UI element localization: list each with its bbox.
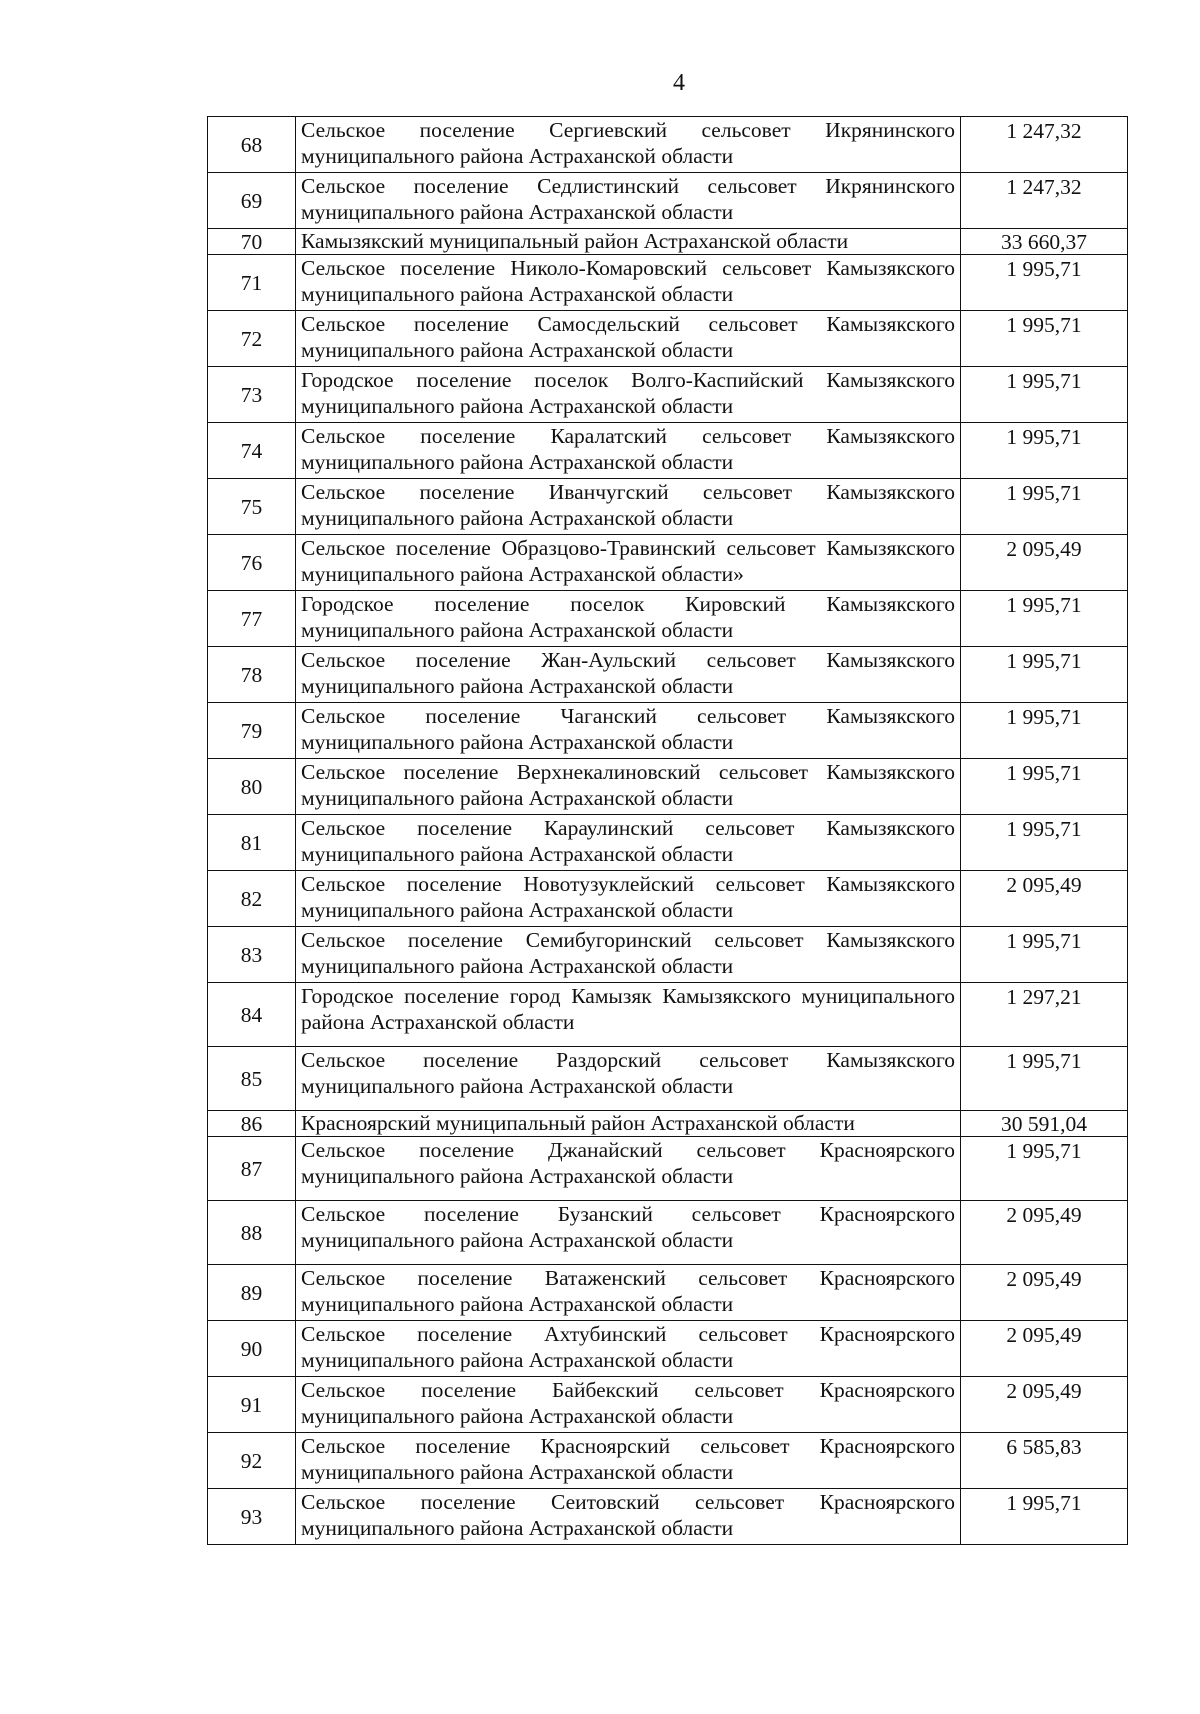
table-row xyxy=(208,255,1128,311)
table-row xyxy=(208,423,1128,479)
amount-value: 1 995,71 xyxy=(961,423,1128,479)
row-number: 77 xyxy=(208,591,296,647)
amount-value: 2 095,49 xyxy=(961,1377,1128,1433)
amount-value: 2 095,49 xyxy=(961,1201,1128,1265)
row-number: 68 xyxy=(208,117,296,173)
municipality-name: Сельское поселение Байбекский сельсовет Красноярского муниципального района Астраханской области xyxy=(296,1377,961,1433)
municipality-name: Сельское поселение Бузанский сельсовет Красноярского муниципального района Астраханской области xyxy=(296,1201,961,1265)
municipality-name: Городское поселение поселок Волго-Каспийский Камызякского муниципального района Астраханской области xyxy=(296,367,961,423)
row-number: 71 xyxy=(208,255,296,311)
row-number: 76 xyxy=(208,535,296,591)
amount-value: 33 660,37 xyxy=(961,229,1128,255)
row-number: 69 xyxy=(208,173,296,229)
amount-value: 2 095,49 xyxy=(961,535,1128,591)
municipality-name: Красноярский муниципальный район Астраханской области xyxy=(296,1111,961,1137)
table-body xyxy=(208,117,1128,1545)
row-number: 82 xyxy=(208,871,296,927)
municipality-name: Сельское поселение Чаганский сельсовет Камызякского муниципального района Астраханской области xyxy=(296,703,961,759)
row-number: 87 xyxy=(208,1137,296,1201)
row-number: 79 xyxy=(208,703,296,759)
row-number: 85 xyxy=(208,1047,296,1111)
row-number: 89 xyxy=(208,1265,296,1321)
table-row xyxy=(208,479,1128,535)
table-row xyxy=(208,311,1128,367)
amount-value: 1 995,71 xyxy=(961,647,1128,703)
table-row xyxy=(208,1433,1128,1489)
amount-value: 1 995,71 xyxy=(961,759,1128,815)
table-row xyxy=(208,367,1128,423)
row-number: 72 xyxy=(208,311,296,367)
municipality-name: Сельское поселение Николо-Комаровский сельсовет Камызякского муниципального района Астраханской области xyxy=(296,255,961,311)
row-number: 75 xyxy=(208,479,296,535)
row-number: 74 xyxy=(208,423,296,479)
amount-value: 1 247,32 xyxy=(961,117,1128,173)
amount-value: 1 297,21 xyxy=(961,983,1128,1047)
row-number: 84 xyxy=(208,983,296,1047)
amount-value: 1 247,32 xyxy=(961,173,1128,229)
row-number: 83 xyxy=(208,927,296,983)
amount-value: 1 995,71 xyxy=(961,703,1128,759)
table-row xyxy=(208,1265,1128,1321)
row-number: 88 xyxy=(208,1201,296,1265)
municipality-name: Сельское поселение Самосдельский сельсовет Камызякского муниципального района Астраханской области xyxy=(296,311,961,367)
row-number: 81 xyxy=(208,815,296,871)
amount-value: 1 995,71 xyxy=(961,255,1128,311)
municipality-name: Сельское поселение Караулинский сельсовет Камызякского муниципального района Астраханской области xyxy=(296,815,961,871)
table-row xyxy=(208,1137,1128,1201)
amount-value: 1 995,71 xyxy=(961,927,1128,983)
row-number: 73 xyxy=(208,367,296,423)
amount-value: 2 095,49 xyxy=(961,1265,1128,1321)
table-row xyxy=(208,229,1128,255)
municipality-name: Сельское поселение Раздорский сельсовет Камызякского муниципального района Астраханской области xyxy=(296,1047,961,1111)
amount-value: 1 995,71 xyxy=(961,367,1128,423)
allocation-table-wrapper xyxy=(207,116,1128,1545)
table-row xyxy=(208,591,1128,647)
municipality-name: Сельское поселение Верхнекалиновский сельсовет Камызякского муниципального района Астраханской области xyxy=(296,759,961,815)
row-number: 91 xyxy=(208,1377,296,1433)
row-number: 92 xyxy=(208,1433,296,1489)
municipality-name: Сельское поселение Каралатский сельсовет Камызякского муниципального района Астраханской области xyxy=(296,423,961,479)
municipality-name: Городское поселение поселок Кировский Камызякского муниципального района Астраханской области xyxy=(296,591,961,647)
municipality-name: Сельское поселение Джанайский сельсовет Красноярского муниципального района Астраханской области xyxy=(296,1137,961,1201)
municipality-name: Сельское поселение Образцово-Травинский сельсовет Камызякского муниципального района Астраханской области» xyxy=(296,535,961,591)
table-row xyxy=(208,1321,1128,1377)
municipality-name: Сельское поселение Семибугоринский сельсовет Камызякского муниципального района Астраханской области xyxy=(296,927,961,983)
municipality-name: Сельское поселение Ахтубинский сельсовет Красноярского муниципального района Астраханской области xyxy=(296,1321,961,1377)
table-row xyxy=(208,815,1128,871)
table-row xyxy=(208,535,1128,591)
table-row xyxy=(208,871,1128,927)
municipality-name: Сельское поселение Жан-Аульский сельсовет Камызякского муниципального района Астраханской области xyxy=(296,647,961,703)
table-row xyxy=(208,1047,1128,1111)
row-number: 80 xyxy=(208,759,296,815)
amount-value: 1 995,71 xyxy=(961,1137,1128,1201)
table-row xyxy=(208,1377,1128,1433)
table-row xyxy=(208,173,1128,229)
row-number: 93 xyxy=(208,1489,296,1545)
table-row xyxy=(208,117,1128,173)
amount-value: 2 095,49 xyxy=(961,871,1128,927)
row-number: 78 xyxy=(208,647,296,703)
row-number: 90 xyxy=(208,1321,296,1377)
municipality-name: Камызякский муниципальный район Астраханской области xyxy=(296,229,961,255)
page-number: 4 xyxy=(673,70,685,96)
municipality-name: Сельское поселение Ватаженский сельсовет Красноярского муниципального района Астраханской области xyxy=(296,1265,961,1321)
table-row xyxy=(208,1489,1128,1545)
row-number: 86 xyxy=(208,1111,296,1137)
table-row xyxy=(208,759,1128,815)
table-row xyxy=(208,927,1128,983)
amount-value: 1 995,71 xyxy=(961,815,1128,871)
amount-value: 1 995,71 xyxy=(961,311,1128,367)
municipality-name: Сельское поселение Сергиевский сельсовет Икрянинского муниципального района Астраханской области xyxy=(296,117,961,173)
amount-value: 1 995,71 xyxy=(961,1489,1128,1545)
row-number: 70 xyxy=(208,229,296,255)
amount-value: 6 585,83 xyxy=(961,1433,1128,1489)
amount-value: 1 995,71 xyxy=(961,591,1128,647)
municipality-name: Сельское поселение Новотузуклейский сельсовет Камызякского муниципального района Астраханской области xyxy=(296,871,961,927)
table-row xyxy=(208,703,1128,759)
municipality-name: Сельское поселение Седлистинский сельсовет Икрянинского муниципального района Астраханской области xyxy=(296,173,961,229)
table-row xyxy=(208,1111,1128,1137)
amount-value: 1 995,71 xyxy=(961,1047,1128,1111)
amount-value: 30 591,04 xyxy=(961,1111,1128,1137)
amount-value: 1 995,71 xyxy=(961,479,1128,535)
table-row xyxy=(208,983,1128,1047)
municipality-name: Городское поселение город Камызяк Камызякского муниципального района Астраханской области xyxy=(296,983,961,1047)
municipality-name: Сельское поселение Красноярский сельсовет Красноярского муниципального района Астраханской области xyxy=(296,1433,961,1489)
amount-value: 2 095,49 xyxy=(961,1321,1128,1377)
allocation-table xyxy=(207,116,1128,1545)
table-row xyxy=(208,647,1128,703)
municipality-name: Сельское поселение Сеитовский сельсовет Красноярского муниципального района Астраханской области xyxy=(296,1489,961,1545)
municipality-name: Сельское поселение Иванчугский сельсовет Камызякского муниципального района Астраханской области xyxy=(296,479,961,535)
table-row xyxy=(208,1201,1128,1265)
